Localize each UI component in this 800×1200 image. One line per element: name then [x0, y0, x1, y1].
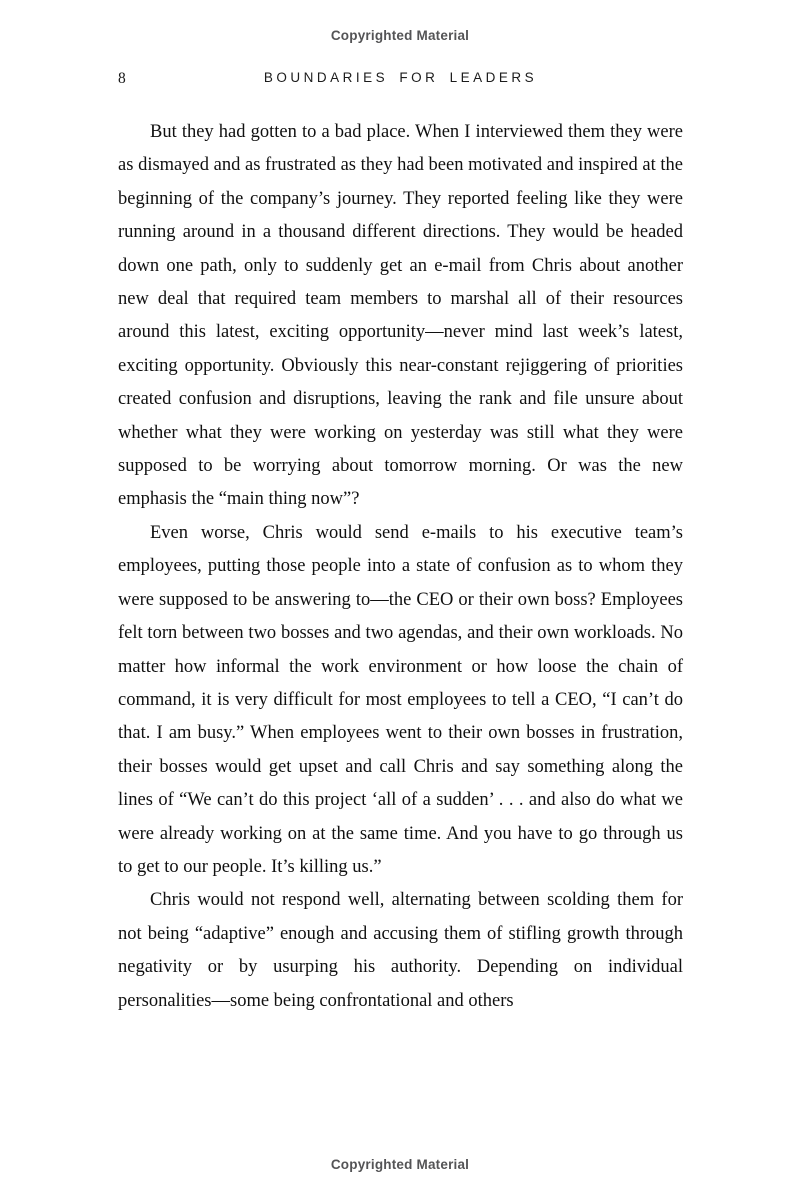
- running-header: [118, 70, 683, 90]
- running-header-title: BOUNDARIES FOR LEADERS: [263, 70, 538, 85]
- paragraph-1: But they had gotten to a bad place. When I interviewed them they were as dismayed and as frustrated as they had been motivated and inspired at the beginning of the company’s journey. They reported feeling like they were running around in a thousand different directions. They would be headed down one path, only to suddenly get an e-mail from Chris about another new deal that required team members to marshal all of their resources around this latest, exciting opportunity—never mind last week’s latest, exciting opportunity. Obviously this near-constant rejiggering of priorities created confusion and disruptions, leaving the rank and file unsure about whether what they were working on yesterday was still what they were supposed to be worrying about tomorrow morning. Or was the new emphasis the “main thing now”?: [118, 122, 683, 510]
- paragraph-2: Even worse, Chris would send e-mails to his executive team’s employees, putting those people into a state of confusion as to whom they were supposed to be answering to—the CEO or their own boss? Employees felt torn between two bosses and two agendas, and their own workloads. No matter how informal the work environment or how loose the chain of command, it is very difficult for most employees to tell a CEO, “I can’t do that. I am busy.” When employees went to their own bosses in frustration, their bosses would get upset and call Chris and say something along the lines of “We can’t do this project ‘all of a sudden’ . . . and also do what we were already working on at the same time. And you have to go through us to get to our people. It’s killing us.”: [118, 522, 683, 877]
- copyright-notice-top: Copyrighted Material: [330, 28, 470, 43]
- copyright-notice-bottom: Copyrighted Material: [330, 1157, 470, 1172]
- body-text: [118, 116, 683, 1018]
- paragraph-3: Chris would not respond well, alternating between scolding them for not being “adaptive” enough and accusing them of stifling growth through negativity or by usurping his authority. Depending on individual personalities—some being confrontational and others: [118, 890, 683, 1011]
- page-number: 8: [118, 70, 126, 87]
